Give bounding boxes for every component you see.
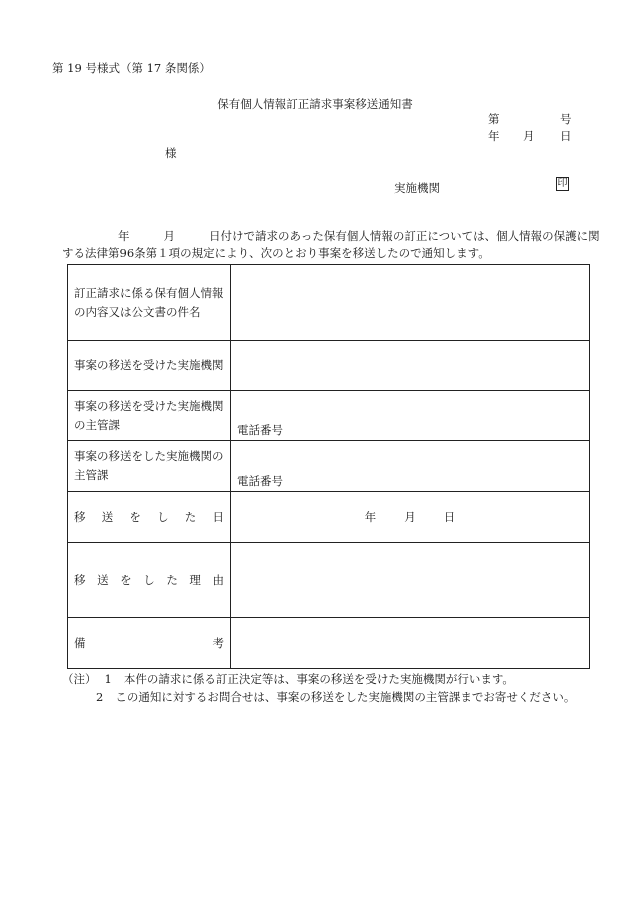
note-number: 2 <box>96 690 104 704</box>
doc-date-day: 日 <box>560 129 572 143</box>
field-label-transfer-reason: 移送をした理由 <box>68 543 231 618</box>
form-number: 第 19 号様式（第 17 条関係） <box>52 61 211 75</box>
field-label-sending-dept: 事案の移送をした実施機関の主管課 <box>68 441 231 492</box>
transfer-date-day: 日 <box>443 510 456 524</box>
notes-prefix: （注） <box>62 672 97 686</box>
field-label-transfer-date: 移送をした日 <box>68 492 231 543</box>
table-row <box>68 543 590 618</box>
addressee-suffix: 様 <box>165 146 177 160</box>
doc-date-year: 年 <box>488 129 500 143</box>
body-year: 年 <box>118 229 130 243</box>
table-row <box>68 391 590 441</box>
table-row <box>68 341 590 391</box>
body-month: 月 <box>163 229 175 243</box>
field-value-transfer-reason[interactable] <box>231 543 590 618</box>
seal-icon: 印 <box>557 178 568 189</box>
table-row <box>68 618 590 669</box>
note-text: 本件の請求に係る訂正決定等は、事案の移送を受けた実施機関が行います。 <box>123 672 514 686</box>
doc-number-suffix: 号 <box>560 112 572 126</box>
table-row <box>68 492 590 543</box>
field-label-content: 訂正請求に係る保有個人情報の内容又は公文書の件名 <box>68 265 231 341</box>
body-day-rest: 日付けで請求のあった保有個人情報の訂正については、個人情報の保護に関 <box>209 229 600 243</box>
note-number: 1 <box>104 672 112 686</box>
field-value-remarks[interactable] <box>231 618 590 669</box>
field-label-receiving-agency: 事案の移送を受けた実施機関 <box>68 341 231 391</box>
field-value-receiving-dept[interactable] <box>231 391 590 441</box>
body-paragraph-line1 <box>62 228 600 244</box>
field-value-sending-dept[interactable] <box>231 441 590 492</box>
doc-number-prefix: 第 <box>488 112 500 126</box>
transfer-date-month: 月 <box>404 510 416 524</box>
table-row <box>68 265 590 341</box>
field-value-transfer-date[interactable] <box>231 492 590 543</box>
document-title: 保有個人情報訂正請求事案移送通知書 <box>217 97 413 111</box>
doc-date-month: 月 <box>523 129 535 143</box>
field-value-content[interactable] <box>231 265 590 341</box>
body-paragraph-line2: する法律第96条第１項の規定により、次のとおり事案を移送したので通知します。 <box>62 246 490 260</box>
note-item-1 <box>62 671 514 687</box>
field-label-remarks: 備考 <box>68 618 231 669</box>
transfer-date-year: 年 <box>364 510 377 524</box>
phone-number-label: 電話番号 <box>237 423 283 437</box>
field-label-receiving-dept: 事案の移送を受けた実施機関の主管課 <box>68 391 231 441</box>
form-table <box>67 264 590 669</box>
field-value-receiving-agency[interactable] <box>231 341 590 391</box>
agency-label: 実施機関 <box>394 181 440 195</box>
phone-number-label: 電話番号 <box>237 474 283 488</box>
note-text: この通知に対するお問合せは、事案の移送をした実施機関の主管課までお寄せください。 <box>115 690 576 704</box>
table-row <box>68 441 590 492</box>
note-item-2 <box>96 689 575 705</box>
